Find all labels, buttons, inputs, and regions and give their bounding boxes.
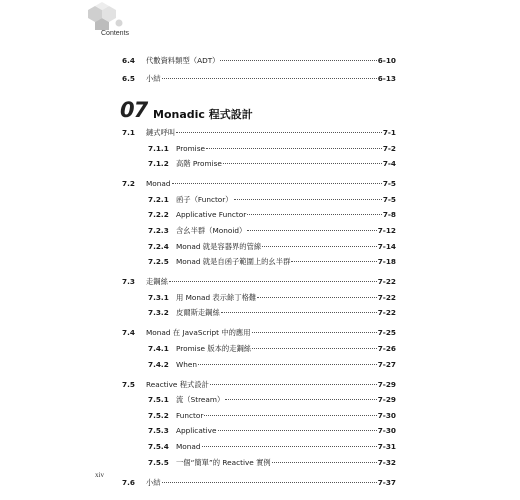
toc-entry-page: 7-1	[382, 128, 396, 137]
toc-entry-title: When	[176, 359, 197, 369]
chapter-title: Monadic 程式設計	[153, 108, 253, 121]
toc-entry	[176, 395, 396, 405]
toc-entry-number: 6.4	[122, 56, 135, 65]
toc-entry-page: 7-29	[377, 379, 396, 389]
toc-entry-page: 7-29	[377, 395, 396, 405]
toc-subsection-row[interactable]	[0, 360, 520, 374]
toc-entry	[176, 293, 396, 303]
toc-entry	[146, 478, 396, 488]
toc-entry	[176, 257, 396, 267]
toc-subsection-row[interactable]	[0, 411, 520, 425]
toc-entry-number: 7.4.1	[148, 344, 169, 353]
toc-dot-leader	[220, 60, 376, 61]
toc-subsection-row[interactable]	[0, 395, 520, 409]
toc-entry-title: Monad 就是自函子範圍上的幺半群	[176, 257, 291, 267]
toc-entry-number: 6.5	[122, 74, 135, 83]
toc-entry	[176, 210, 396, 219]
toc-subsection-row[interactable]	[0, 242, 520, 256]
toc-dot-leader	[172, 183, 382, 184]
toc-section-row[interactable]	[0, 74, 520, 88]
toc-dot-leader	[198, 364, 377, 365]
toc-entry-page: 7-27	[377, 359, 396, 369]
toc-entry	[176, 195, 396, 205]
toc-entry-title: Functor	[176, 410, 204, 420]
chapter-number: 07	[120, 98, 148, 122]
toc-entry-title: Monad	[176, 442, 201, 451]
toc-entry-page: 7-18	[377, 257, 396, 267]
toc-entry-title: 流（Stream）	[176, 395, 225, 405]
toc-entry	[176, 458, 396, 468]
toc-entry-title: Monad	[146, 179, 171, 189]
toc-entry	[176, 159, 396, 169]
toc-entry-number: 7.2	[122, 179, 135, 189]
toc-entry-title: 代數資料類型（ADT）	[146, 56, 220, 65]
contents-logo-icon	[86, 2, 126, 30]
toc-subsection-row[interactable]	[0, 458, 520, 472]
toc-entry-number: 7.2.5	[148, 257, 169, 267]
toc-entry-page: 6-10	[377, 56, 396, 65]
toc-dot-leader	[162, 78, 377, 79]
toc-entry-number: 7.4.2	[148, 359, 169, 369]
toc-entry-title: 函子（Functor）	[176, 194, 233, 204]
toc-entry-page: 7-30	[377, 410, 396, 420]
toc-entry-page: 7-22	[377, 277, 396, 287]
toc-entry-page: 7-8	[382, 210, 396, 220]
toc-entry-number: 7.3	[122, 277, 135, 287]
toc-dot-leader	[272, 462, 377, 463]
toc-entry-title: 小結	[146, 477, 161, 487]
toc-entry-number: 7.1.2	[148, 159, 169, 169]
toc-entry-number: 7.5.1	[148, 395, 169, 405]
toc-subsection-row[interactable]	[0, 442, 520, 456]
toc-entry	[146, 277, 396, 287]
toc-subsection-row[interactable]	[0, 426, 520, 440]
toc-section-row[interactable]	[0, 478, 520, 492]
toc-entry-page: 7-32	[377, 457, 396, 467]
toc-dot-leader	[252, 332, 377, 333]
toc-entry-number: 7.2.2	[148, 210, 169, 220]
toc-entry-title: 走鋼絲	[146, 277, 168, 287]
toc-subsection-row[interactable]	[0, 210, 520, 224]
toc-entry-page: 7-31	[377, 442, 396, 451]
toc-subsection-row[interactable]	[0, 159, 520, 173]
toc-entry-title: Applicative	[176, 426, 217, 436]
toc-dot-leader	[252, 348, 377, 349]
toc-dot-leader	[247, 230, 376, 231]
toc-dot-leader	[225, 399, 376, 400]
toc-entry-page: 7-26	[377, 344, 396, 353]
toc-entry-number: 7.5.2	[148, 410, 169, 420]
toc-entry-number: 7.5.3	[148, 426, 169, 436]
toc-dot-leader	[221, 312, 377, 313]
toc-entry-number: 7.3.2	[148, 308, 169, 318]
toc-dot-leader	[223, 163, 382, 164]
toc-entry-page: 7-5	[382, 179, 396, 189]
toc-entry	[176, 426, 396, 435]
toc-entry-number: 7.3.1	[148, 292, 169, 302]
toc-dot-leader	[262, 246, 377, 247]
toc-entry-page: 7-22	[377, 292, 396, 302]
toc-entry-title: 高階 Promise	[176, 159, 222, 169]
toc-entry-page: 7-22	[377, 308, 396, 318]
toc-entry	[146, 128, 396, 138]
toc-entry-page: 7-37	[377, 477, 396, 487]
toc-entry	[176, 442, 396, 451]
toc-entry	[146, 380, 396, 390]
toc-section-row[interactable]	[0, 179, 520, 193]
toc-subsection-row[interactable]	[0, 226, 520, 240]
toc-entry-page: 7-30	[377, 426, 396, 436]
toc-entry	[176, 360, 396, 369]
toc-dot-leader	[202, 446, 377, 447]
toc-entry-title: 含幺半群（Monoid）	[176, 226, 247, 235]
toc-section-row[interactable]	[0, 328, 520, 342]
toc-entry-page: 7-25	[377, 328, 396, 338]
toc-entry-title: Promise	[176, 143, 206, 153]
toc-entry	[146, 56, 396, 66]
toc-entry-title: Promise 版本的走鋼絲	[176, 344, 252, 353]
toc-entry	[146, 179, 396, 188]
toc-subsection-row[interactable]	[0, 344, 520, 358]
toc-entry	[176, 144, 396, 153]
toc-subsection-row[interactable]	[0, 257, 520, 271]
toc-section-row[interactable]	[0, 277, 520, 291]
toc-dot-leader	[218, 430, 377, 431]
toc-entry-number: 7.2.3	[148, 226, 169, 235]
toc-entry-number: 7.1.1	[148, 143, 169, 153]
toc-entry-title: 小結	[146, 74, 161, 83]
toc-section-row[interactable]	[0, 128, 520, 142]
toc-entry-title: 皮爾斯走鋼絲	[176, 308, 220, 318]
toc-entry-number: 7.5.5	[148, 457, 169, 467]
toc-entry	[146, 328, 396, 338]
toc-entry-page: 7-14	[377, 241, 396, 251]
toc-entry-number: 7.5.4	[148, 442, 169, 451]
toc-entry-title: 鏈式呼叫	[146, 128, 176, 137]
toc-entry-title: Applicative Functor	[176, 210, 247, 220]
toc-dot-leader	[169, 281, 377, 282]
toc-dot-leader	[162, 482, 377, 483]
toc-entry-number: 7.2.1	[148, 194, 169, 204]
toc-entry-number: 7.5	[122, 379, 135, 389]
toc-entry-title: Monad 在 JavaScript 中的應用	[146, 328, 251, 338]
toc-section-row[interactable]	[0, 56, 520, 70]
toc-entry-number: 7.4	[122, 328, 135, 338]
toc-dot-leader	[291, 261, 376, 262]
toc-entry-page: 7-2	[382, 143, 396, 153]
toc-entry-number: 7.1	[122, 128, 135, 137]
toc-section-row[interactable]	[0, 380, 520, 394]
toc-dot-leader	[210, 384, 377, 385]
page-number: xiv	[95, 471, 104, 479]
toc-entry-number: 7.6	[122, 477, 135, 487]
toc-subsection-row[interactable]	[0, 293, 520, 307]
toc-dot-leader	[206, 148, 382, 149]
toc-subsection-row[interactable]	[0, 144, 520, 158]
toc-entry	[176, 411, 396, 420]
toc-dot-leader	[257, 297, 377, 298]
toc-entry-number: 7.2.4	[148, 241, 169, 251]
toc-entry-page: 7-4	[382, 159, 396, 169]
toc-entry	[176, 344, 396, 354]
toc-subsection-row[interactable]	[0, 308, 520, 322]
toc-entry-title: 一個“簡單”的 Reactive 實例	[176, 457, 271, 467]
toc-subsection-row[interactable]	[0, 195, 520, 209]
toc-entry-page: 6-13	[377, 74, 396, 83]
toc-entry-title: 用 Monad 表示餘丁格難	[176, 292, 257, 302]
toc-dot-leader	[204, 415, 376, 416]
toc-dot-leader	[234, 199, 382, 200]
toc-entry	[176, 242, 396, 252]
contents-label: Contents	[101, 30, 130, 37]
toc-dot-leader	[247, 214, 382, 215]
toc-dot-leader	[176, 132, 382, 133]
toc-entry	[176, 226, 396, 236]
toc-entry	[176, 308, 396, 318]
toc-entry-title: Reactive 程式設計	[146, 379, 209, 389]
toc-entry-page: 7-5	[382, 194, 396, 204]
toc-entry-page: 7-12	[377, 226, 396, 235]
toc-entry-title: Monad 就是容器界的管線	[176, 241, 262, 251]
toc-entry	[146, 74, 396, 84]
